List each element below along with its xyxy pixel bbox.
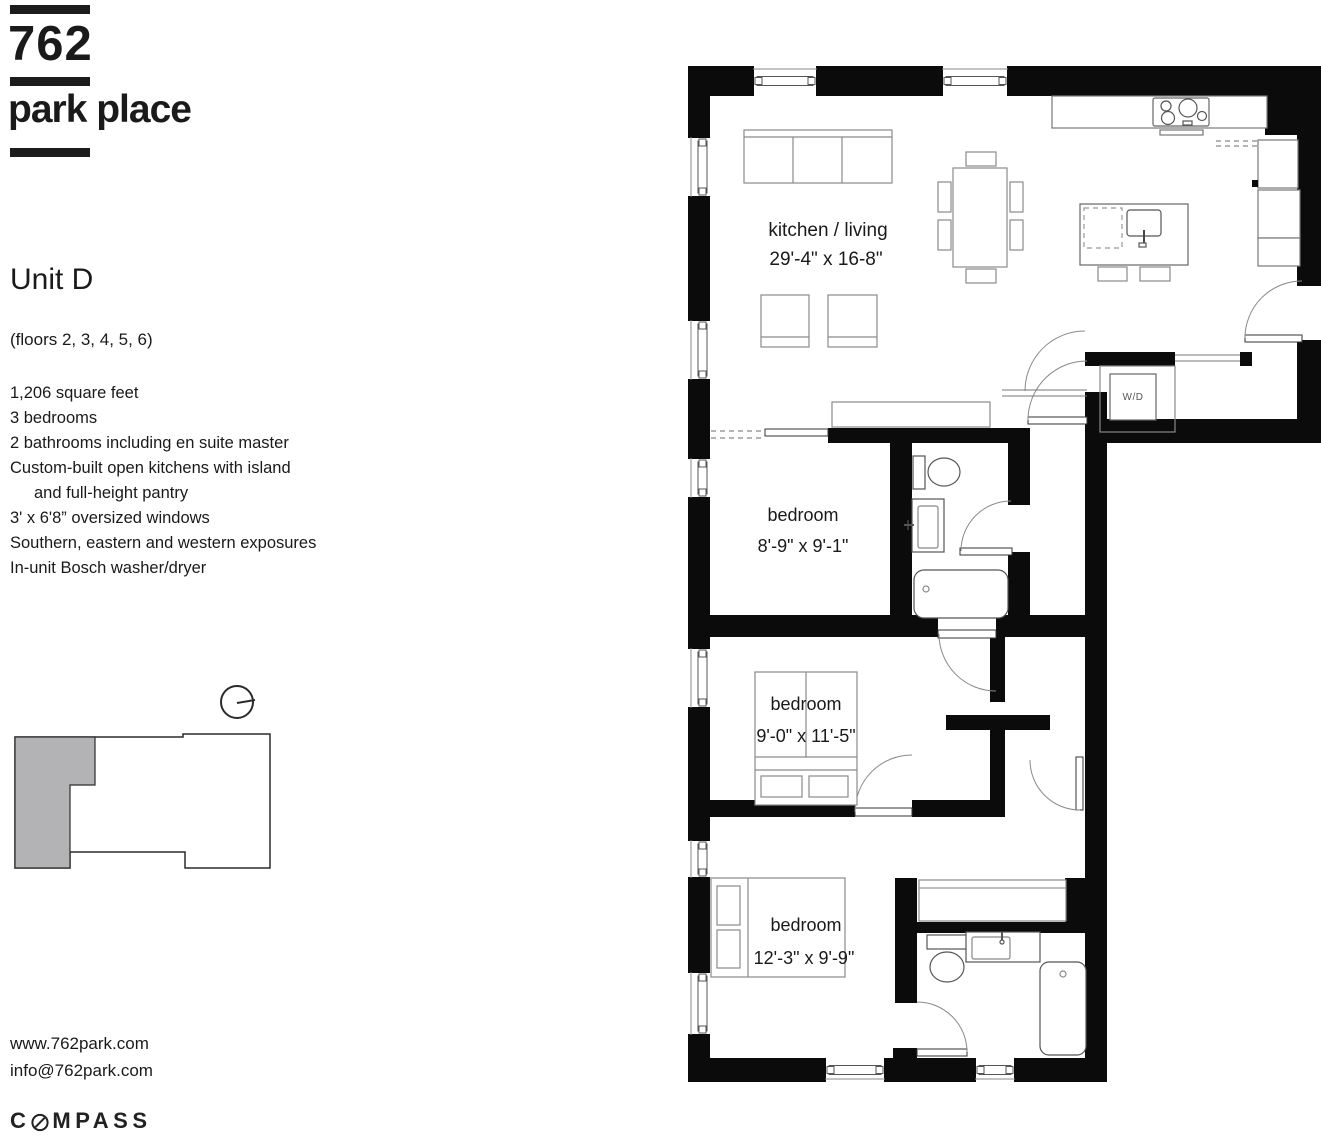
closet: [919, 880, 1066, 921]
email-link[interactable]: info@762park.com: [10, 1061, 153, 1080]
dining-chair: [966, 152, 996, 166]
credenza: [832, 402, 990, 427]
feature-kitchens: Custom-built open kitchens with island: [10, 459, 291, 477]
entry-door-leaf: [1245, 335, 1302, 342]
compass-logo-first-letter: C: [10, 1108, 31, 1133]
toilet-tank: [927, 935, 967, 949]
floors-note: (floors 2, 3, 4, 5, 6): [10, 330, 153, 349]
bathroom2-door-swing: [917, 1002, 967, 1052]
feature-bedrooms: 3 bedrooms: [10, 409, 98, 427]
bedroom1-dims: 8'-9" x 9'-1": [757, 536, 849, 556]
bathroom2-door-leaf: [917, 1049, 967, 1056]
dining-table: [953, 168, 1007, 267]
bedroom3-dims: 12'-3" x 9'-9": [753, 948, 855, 968]
pantry-cabinet: [1258, 190, 1300, 238]
living-room-label: kitchen / living: [768, 220, 888, 241]
logo-number: 762: [8, 17, 93, 71]
bathroom1-door-swing: [961, 501, 1011, 551]
dining-chair: [1010, 220, 1023, 250]
unit-title: Unit D: [10, 263, 94, 296]
sink-faucet-base: [1139, 243, 1146, 247]
vanity-faucet: [1000, 940, 1004, 944]
feature-list: [10, 381, 316, 581]
feature-washer-dryer: In-unit Bosch washer/dryer: [10, 559, 207, 577]
pantry-cabinet: [1258, 140, 1298, 188]
website-link[interactable]: www.762park.com: [10, 1034, 149, 1053]
armchair: [828, 295, 877, 347]
feature-exposures: Southern, eastern and western exposures: [10, 534, 317, 552]
range-hood: [1160, 130, 1203, 135]
tub-drain: [1060, 971, 1066, 977]
toilet-tank: [913, 456, 925, 489]
armchair: [761, 295, 809, 347]
bedroom2-door-leaf: [855, 808, 912, 816]
bar-stool: [1098, 267, 1127, 281]
toilet-bowl: [928, 458, 960, 486]
bedroom3-door-swing: [1030, 760, 1080, 810]
pillow: [717, 886, 740, 925]
feature-sqft: 1,206 square feet: [10, 384, 139, 402]
pillow: [717, 930, 740, 968]
bedroom1-sliding-door: [765, 429, 828, 436]
toilet-bowl: [930, 952, 964, 982]
feature-bathrooms: 2 bathrooms including en suite master: [10, 434, 289, 452]
dining-chair: [938, 220, 951, 250]
kitchen-hall-door-swing: [1025, 331, 1085, 391]
pantry-cabinet: [1258, 238, 1300, 266]
washer-dryer-label: W/D: [1122, 392, 1144, 403]
dining-chair: [1010, 182, 1023, 212]
hall-door-leaf: [938, 630, 996, 638]
bathroom2-fixtures: [919, 880, 1086, 1055]
logo-bar-top: [10, 5, 90, 14]
pillow: [761, 776, 802, 797]
kitchen-fixtures: [1052, 96, 1300, 432]
compass-logo-o-icon: [30, 1111, 50, 1132]
contact-block: [10, 1030, 153, 1084]
logo-bar-middle: [10, 77, 90, 86]
bathtub: [914, 570, 1008, 618]
floor-plan: [683, 60, 1321, 1105]
bedroom2-door-swing: [855, 755, 912, 812]
living-room-dims: 29'-4" x 16-8": [769, 249, 883, 270]
key-plan: [0, 670, 300, 890]
bedroom1-label: bedroom: [767, 505, 839, 525]
bedroom3-label: bedroom: [770, 915, 842, 935]
dining-chair: [966, 269, 996, 283]
washer-dryer-door-leaf: [1028, 417, 1087, 424]
bedroom2-label: bedroom: [770, 694, 842, 714]
bathroom1-door-leaf: [960, 548, 1012, 555]
compass-logo-rest: MPASS: [52, 1108, 152, 1133]
logo-bar-bottom: [10, 148, 90, 157]
feature-windows: 3' x 6'8” oversized windows: [10, 509, 210, 527]
sofa: [744, 130, 892, 183]
feature-pantry: and full-height pantry: [34, 484, 189, 502]
compass-logo: [10, 1108, 152, 1134]
hall-door-swing: [939, 634, 996, 691]
tub-drain: [923, 586, 929, 592]
entry-door-swing: [1245, 281, 1302, 338]
logo-name: park place: [8, 88, 191, 131]
pillow: [809, 776, 848, 797]
bedroom2-dims: 9'-0" x 11'-5": [756, 726, 856, 746]
bedroom3-door-leaf: [1076, 757, 1083, 810]
bar-stool: [1140, 267, 1170, 281]
cabinet-handle: [1252, 180, 1258, 187]
bathroom1-fixtures: [904, 456, 1008, 618]
dining-chair: [938, 182, 951, 212]
